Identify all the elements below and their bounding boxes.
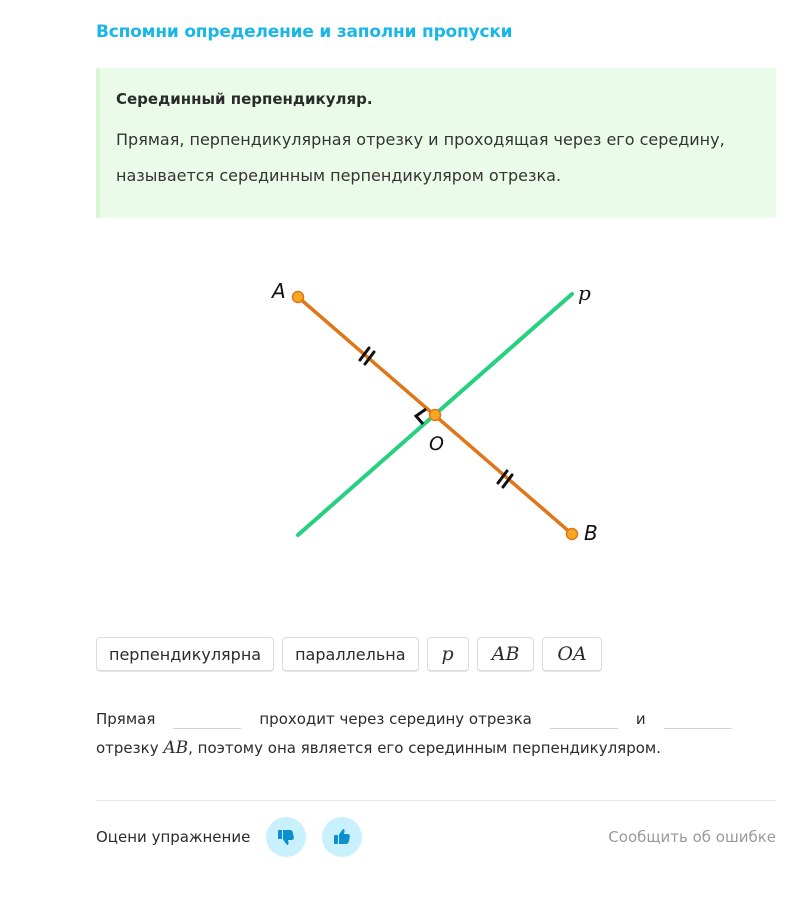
definition-box <box>96 68 776 218</box>
option-parallel[interactable]: параллельна <box>282 637 418 671</box>
like-button[interactable] <box>322 817 362 857</box>
definition-text: Прямая, перпендикулярная отрезку и проходящая через его середину, называется серединным перпендикуляром отрезка. <box>116 130 725 185</box>
blank-2[interactable] <box>550 710 618 729</box>
point-a <box>293 292 304 303</box>
sentence-part-3: и <box>635 710 646 728</box>
option-perpendicular[interactable]: перпендикулярна <box>96 637 274 671</box>
label-p: p <box>578 281 591 305</box>
sentence-part-2: проходит через середину отрезка <box>259 710 532 728</box>
sentence-part-5: , поэтому она является его серединным перпендикуляром. <box>188 739 661 757</box>
dislike-button[interactable] <box>266 817 306 857</box>
point-b <box>567 529 578 540</box>
report-error-link[interactable]: Сообщить об ошибке <box>608 828 776 846</box>
option-ab[interactable]: AB <box>477 637 535 671</box>
label-o: O <box>429 433 444 455</box>
blank-1[interactable] <box>173 710 241 729</box>
option-p[interactable]: p <box>427 637 469 671</box>
thumbs-up-icon <box>332 827 352 847</box>
point-o <box>430 410 441 421</box>
rating-label: Оцени упражнение <box>96 828 251 846</box>
blank-3[interactable] <box>664 710 732 729</box>
sentence-math-ab: AB <box>163 738 189 758</box>
fill-in-sentence <box>96 705 776 763</box>
sentence-part-4: отрезку <box>96 739 159 757</box>
label-b: B <box>584 521 598 545</box>
option-oa[interactable]: OA <box>542 637 601 671</box>
label-a: A <box>272 279 286 303</box>
definition-title: Серединный перпендикуляр. <box>116 90 373 108</box>
sentence-part-1: Прямая <box>96 710 156 728</box>
thumbs-down-icon <box>276 827 296 847</box>
divider <box>96 800 776 801</box>
answer-options <box>96 637 602 671</box>
page-title: Вспомни определение и заполни пропуски <box>96 22 513 42</box>
geometry-figure <box>96 238 776 598</box>
rating-bar <box>96 817 776 857</box>
figure-svg <box>96 238 776 598</box>
